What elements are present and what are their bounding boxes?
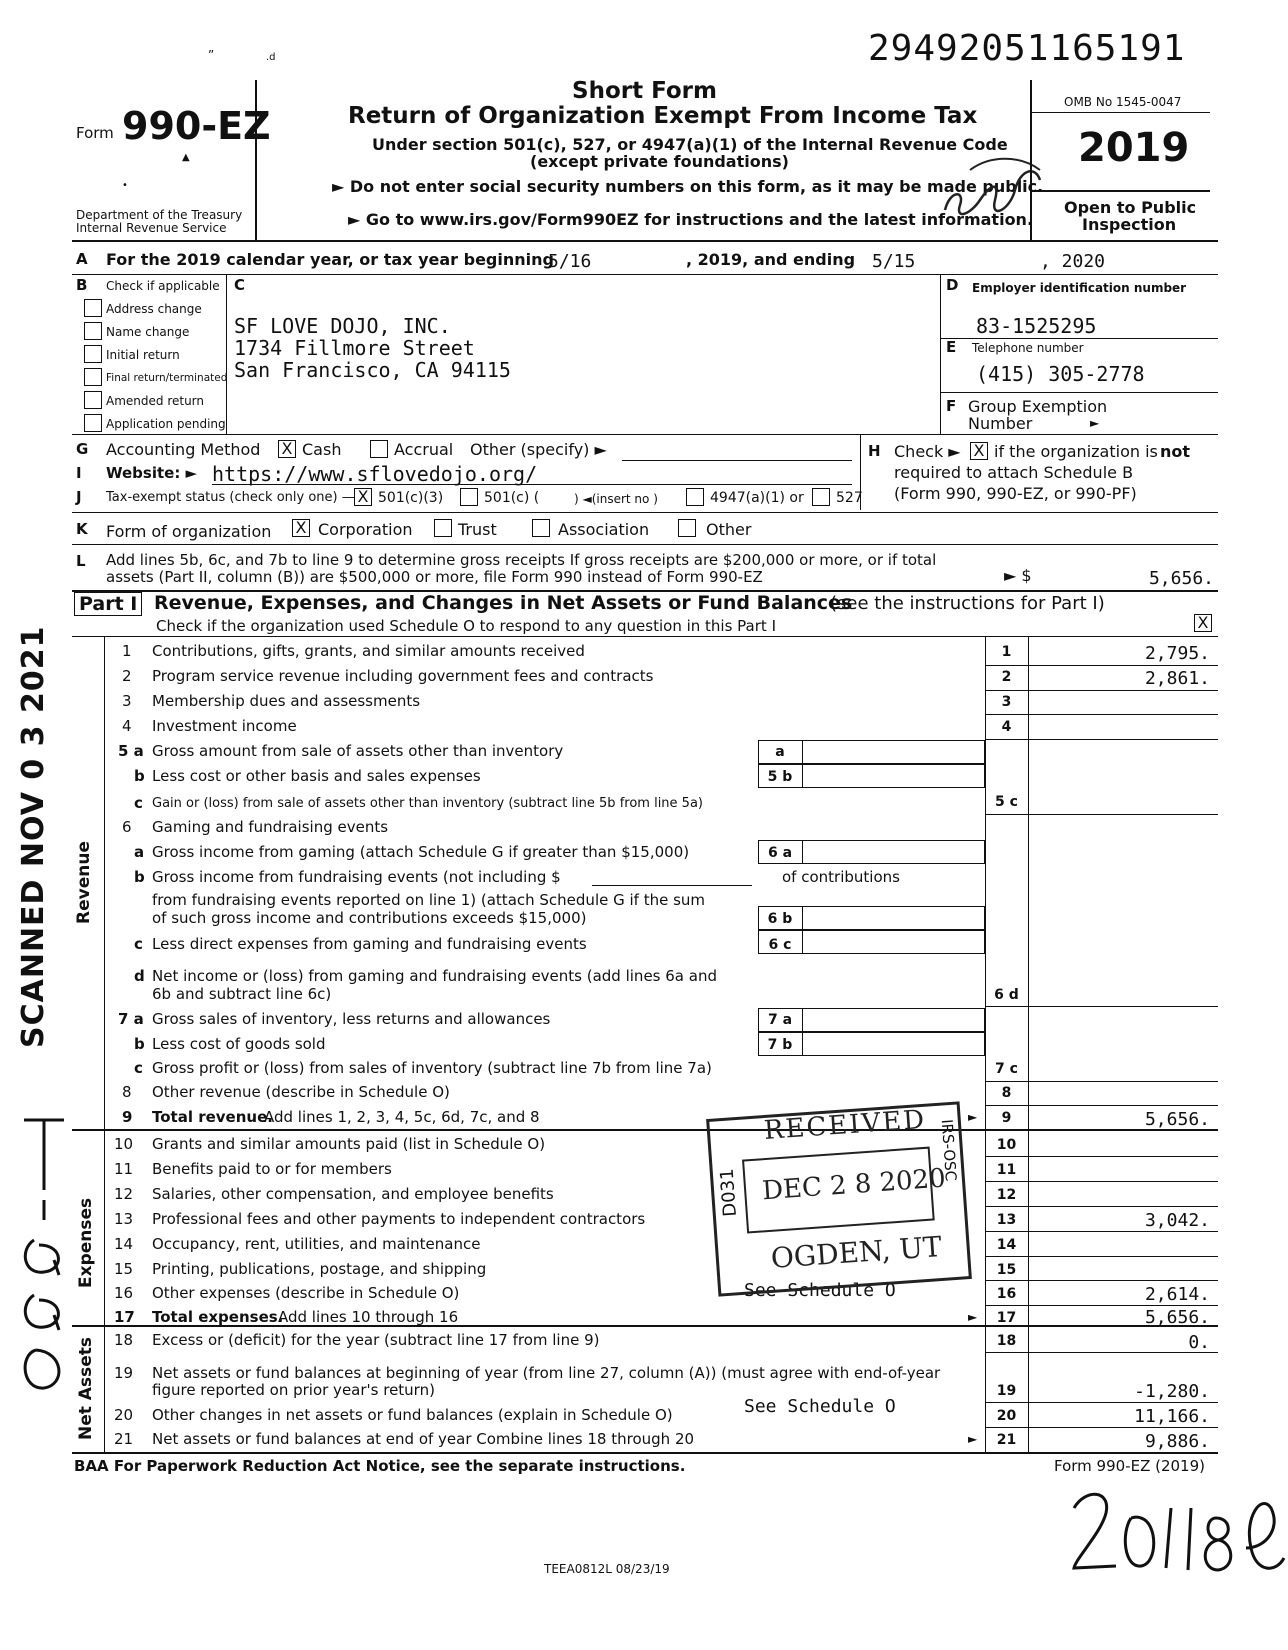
tax-exempt-label: Tax-exempt status (check only one) —	[106, 490, 355, 505]
group-exemption-number-label: Number	[968, 414, 1033, 433]
line3-num: 3	[122, 692, 132, 710]
line7a-text: Gross sales of inventory, less returns and allowances	[152, 1010, 551, 1028]
trust-checkbox[interactable]	[434, 519, 452, 537]
insert-no-label: ) ◄(insert no )	[574, 492, 658, 506]
line5c-num: c	[134, 794, 143, 812]
line6d-text2: 6b and subtract line 6c)	[152, 985, 332, 1003]
line17-box: 17	[996, 1310, 1017, 1326]
line5b-text: Less cost or other basis and sales expenses	[152, 767, 481, 785]
line6b-text: Gross income from fundraising events (not including $	[152, 868, 561, 886]
cash-checkbox[interactable]: X	[278, 440, 296, 458]
line10-box: 10	[996, 1137, 1017, 1153]
stamp-right-code: IRS-OSC	[937, 1118, 961, 1182]
line20-text: Other changes in net assets or fund balances (explain in Schedule O)	[152, 1406, 673, 1424]
line16-amount[interactable]: 2,614.	[1144, 1284, 1210, 1305]
address-change-checkbox[interactable]	[84, 299, 102, 317]
name-change-checkbox[interactable]	[84, 322, 102, 340]
line9-text-bold: Total revenue.	[152, 1108, 273, 1126]
org-name[interactable]: SF LOVE DOJO, INC.	[234, 314, 451, 338]
part1-title-tail: (see the instructions for Part I)	[830, 593, 1105, 614]
line10-text: Grants and similar amounts paid (list in Schedule O)	[152, 1135, 546, 1153]
line9-num: 9	[122, 1108, 133, 1126]
row-i-letter: I	[76, 464, 82, 482]
other-org-label: Other	[706, 520, 752, 539]
row-l-line2: assets (Part II, column (B)) are $500,000 or more, file Form 990 instead of Form 990-EZ	[106, 568, 763, 586]
line18-amount[interactable]: 0.	[1188, 1332, 1210, 1353]
form-prefix: Form	[76, 124, 114, 142]
line7c-text: Gross profit or (loss) from sales of inventory (subtract line 7b from line 7a)	[152, 1059, 712, 1077]
org-city[interactable]: San Francisco, CA 94115	[234, 358, 511, 382]
footer-baa: BAA For Paperwork Reduction Act Notice, see the separate instructions.	[74, 1457, 686, 1475]
line5b-box: 5 b	[767, 769, 793, 785]
row-h-check: Check ►	[894, 442, 961, 461]
amended-return-checkbox[interactable]	[84, 391, 102, 409]
tax-year-end[interactable]: 5/15	[872, 251, 916, 272]
received-stamp-city: OGDEN, UT	[769, 1230, 943, 1275]
form-of-org-label: Form of organization	[106, 522, 272, 541]
line2-amount[interactable]: 2,861.	[1144, 668, 1210, 689]
other-org-checkbox[interactable]	[678, 519, 696, 537]
line4-box: 4	[1001, 719, 1012, 735]
title-short-form: Short Form	[572, 78, 717, 104]
row-a-letter: A	[76, 250, 88, 268]
association-label: Association	[558, 520, 650, 539]
line6b-box: 6 b	[767, 911, 793, 927]
website-url[interactable]: https://www.sflovedojo.org/	[212, 462, 538, 486]
line16-text: Other expenses (describe in Schedule O)	[152, 1284, 460, 1302]
corporation-checkbox[interactable]: X	[292, 519, 310, 537]
line13-num: 13	[114, 1210, 134, 1228]
address-change-label: Address change	[106, 302, 202, 316]
under-section-text: Under section 501(c), 527, or 4947(a)(1) of the Internal Revenue Code	[372, 135, 1008, 154]
row-l-arrow: ► $	[1004, 566, 1032, 585]
line13-box: 13	[996, 1212, 1017, 1228]
row-g-letter: G	[76, 440, 89, 458]
line17-text-bold: Total expenses.	[152, 1308, 284, 1326]
line14-text: Occupancy, rent, utilities, and maintenance	[152, 1235, 481, 1253]
line9-text: Add lines 1, 2, 3, 4, 5c, 6d, 7c, and 8	[264, 1108, 540, 1126]
schedule-o-check-text: Check if the organization used Schedule O to respond to any question in this Part I	[156, 617, 776, 635]
line6d-text: Net income or (loss) from gaming and fundraising events (add lines 6a and	[152, 967, 717, 985]
row-k-letter: K	[76, 520, 88, 538]
form-number: 990-EZ	[122, 104, 271, 148]
line6b-text3: of such gross income and contributions exceeds $15,000)	[152, 909, 587, 927]
line7a-box: 7 a	[767, 1012, 793, 1028]
line7b-text: Less cost of goods sold	[152, 1035, 326, 1053]
line1-text: Contributions, gifts, grants, and similar amounts received	[152, 642, 585, 660]
line12-text: Salaries, other compensation, and employee benefits	[152, 1185, 554, 1203]
stamp-left-code: D031	[716, 1167, 741, 1218]
line8-num: 8	[122, 1083, 132, 1101]
line19-amount[interactable]: -1,280.	[1134, 1381, 1210, 1402]
line6a-text: Gross income from gaming (attach Schedule G if greater than $15,000)	[152, 843, 690, 861]
accrual-label: Accrual	[394, 440, 454, 459]
row-h-text3: (Form 990, 990-EZ, or 990-PF)	[894, 484, 1137, 503]
line17-amount[interactable]: 5,656.	[1144, 1307, 1210, 1328]
line11-num: 11	[114, 1160, 134, 1178]
row-b-letter: B	[76, 276, 88, 294]
tax-year-end-year: , 2020	[1040, 251, 1106, 272]
line7b-num: b	[134, 1035, 145, 1053]
line21-num: 21	[114, 1430, 134, 1448]
ein-value[interactable]: 83-1525295	[976, 314, 1097, 338]
line19-text2: figure reported on prior year's return)	[152, 1381, 435, 1399]
goto-instructions: ► Go to www.irs.gov/Form990EZ for instructions and the latest information.	[348, 210, 1034, 229]
line16-box: 16	[996, 1286, 1017, 1302]
line6-text: Gaming and fundraising events	[152, 818, 389, 836]
line8-text: Other revenue (describe in Schedule O)	[152, 1083, 450, 1101]
line4-num: 4	[122, 717, 132, 735]
ssn-warning: ► Do not enter social security numbers on this form, as it may be made public.	[332, 177, 1044, 196]
line9-amount[interactable]: 5,656.	[1144, 1109, 1210, 1130]
line6b-num: b	[134, 868, 145, 886]
row-h-letter: H	[868, 442, 881, 460]
line6a-box: 6 a	[767, 845, 793, 861]
line1-num: 1	[122, 642, 132, 660]
line7c-box: 7 c	[995, 1061, 1018, 1077]
501c-checkbox[interactable]	[460, 488, 478, 506]
row-e-letter: E	[946, 338, 957, 356]
line15-text: Printing, publications, postage, and shipping	[152, 1260, 487, 1278]
line8-box: 8	[1001, 1085, 1012, 1101]
line4-text: Investment income	[152, 717, 297, 735]
received-stamp-date: DEC 2 8 2020	[761, 1163, 947, 1207]
line10-num: 10	[114, 1135, 134, 1153]
irs-label: Internal Revenue Service	[76, 221, 227, 235]
row-l-line1: Add lines 5b, 6c, and 7b to line 9 to determine gross receipts If gross receipts are $200,000 or more, or if total	[106, 551, 937, 569]
line11-text: Benefits paid to or for members	[152, 1160, 392, 1178]
row-c-letter: C	[234, 276, 246, 294]
dln-number: 29492051165191	[868, 28, 1186, 69]
amended-return-label: Amended return	[106, 394, 205, 408]
footer-code: TEEA0812L 08/23/19	[544, 1562, 670, 1576]
line6b-text2: from fundraising events reported on line 1) (attach Schedule G if the sum	[152, 891, 706, 909]
line11-box: 11	[996, 1162, 1017, 1178]
org-street[interactable]: 1734 Fillmore Street	[234, 336, 475, 360]
other-specify-label: Other (specify) ►	[470, 440, 607, 459]
footer-form: Form 990-EZ (2019)	[1054, 1457, 1205, 1475]
final-return-checkbox[interactable]	[84, 368, 102, 386]
line16-num: 16	[114, 1284, 134, 1302]
website-label: Website: ►	[106, 464, 198, 482]
corporation-label: Corporation	[318, 520, 413, 539]
row-b-title: Check if applicable	[106, 279, 220, 293]
line6b-text-tail: of contributions	[782, 868, 900, 886]
handwritten-bottom-note	[1066, 1478, 1288, 1588]
line3-box: 3	[1001, 694, 1012, 710]
except-text: (except private foundations)	[530, 152, 789, 171]
line21-amount[interactable]: 9,886.	[1144, 1431, 1210, 1452]
line6a-num: a	[134, 843, 145, 861]
name-change-label: Name change	[106, 325, 190, 339]
line7c-num: c	[134, 1059, 143, 1077]
line1-box: 1	[1001, 644, 1012, 660]
phone-value[interactable]: (415) 305-2778	[976, 362, 1145, 386]
line5a-text: Gross amount from sale of assets other than inventory	[152, 742, 564, 760]
527-label: 527	[836, 490, 863, 506]
initial-return-checkbox[interactable]	[84, 345, 102, 363]
association-checkbox[interactable]	[532, 519, 550, 537]
phone-label: Telephone number	[972, 341, 1084, 355]
schedule-o-checkbox[interactable]: X	[1194, 614, 1212, 632]
line17-text: Add lines 10 through 16	[278, 1308, 459, 1326]
line6d-box: 6 d	[994, 987, 1019, 1003]
line5b-num: b	[134, 767, 145, 785]
line5c-text: Gain or (loss) from sale of assets other than inventory (subtract line 5b from line 5a)	[152, 796, 703, 811]
row-a-text: For the 2019 calendar year, or tax year beginning	[106, 250, 554, 269]
line19-box: 19	[996, 1383, 1017, 1399]
line5a-num: 5 a	[118, 742, 144, 760]
final-return-label: Final return/terminated	[106, 372, 228, 384]
accounting-method-label: Accounting Method	[106, 440, 261, 459]
side-label-expenses: Expenses	[76, 1197, 96, 1288]
ein-label: Employer identification number	[972, 281, 1187, 295]
tax-year: 2019	[1078, 125, 1190, 171]
scanned-stamp: SCANNED NOV 0 3 2021	[16, 625, 51, 1048]
line6c-num: c	[134, 935, 143, 953]
title-return: Return of Organization Exempt From Income Tax	[348, 103, 978, 129]
line15-box: 15	[996, 1262, 1017, 1278]
line16-see-schedule: See Schedule O	[744, 1280, 896, 1301]
group-exemption-arrow: ►	[1090, 416, 1100, 430]
row-f-letter: F	[946, 397, 957, 415]
open-public-1: Open to Public	[1064, 198, 1197, 217]
part1-title: Revenue, Expenses, and Changes in Net Assets or Fund Balances	[154, 592, 853, 614]
line12-box: 12	[996, 1187, 1017, 1203]
line6c-box: 6 c	[768, 937, 792, 953]
line3-text: Membership dues and assessments	[152, 692, 421, 710]
row-l-letter: L	[76, 552, 86, 570]
527-checkbox[interactable]	[812, 488, 830, 506]
line18-box: 18	[996, 1333, 1017, 1349]
cash-label: Cash	[302, 440, 342, 459]
accrual-checkbox[interactable]	[370, 440, 388, 458]
open-public-2: Inspection	[1082, 215, 1177, 234]
tax-year-begin[interactable]: 5/16	[548, 251, 592, 272]
line18-text: Excess or (deficit) for the year (subtract line 17 from line 9)	[152, 1331, 600, 1349]
line7a-num: 7 a	[118, 1010, 144, 1028]
line12-num: 12	[114, 1185, 134, 1203]
line9-box: 9	[1001, 1110, 1012, 1126]
side-label-net-assets: Net Assets	[76, 1337, 96, 1440]
line13-amount[interactable]: 3,042.	[1144, 1210, 1210, 1231]
line6c-text: Less direct expenses from gaming and fundraising events	[152, 935, 587, 953]
line2-text: Program service revenue including government fees and contracts	[152, 667, 654, 685]
line13-text: Professional fees and other payments to independent contractors	[152, 1210, 646, 1228]
omb-number: OMB No 1545-0047	[1064, 95, 1182, 109]
line18-num: 18	[114, 1331, 134, 1349]
handwritten-side-note	[14, 1100, 74, 1400]
4947-label: 4947(a)(1) or	[710, 490, 804, 506]
row-a-mid: , 2019, and ending	[686, 250, 856, 269]
application-pending-checkbox[interactable]	[84, 414, 102, 432]
4947-checkbox[interactable]	[686, 488, 704, 506]
line6d-num: d	[134, 967, 145, 985]
trust-label: Trust	[458, 520, 497, 539]
department-label: Department of the Treasury	[76, 208, 243, 222]
line2-num: 2	[122, 667, 132, 685]
gross-receipts-amount[interactable]: 5,656.	[1148, 568, 1214, 589]
received-stamp	[706, 1101, 972, 1296]
application-pending-label: Application pending	[106, 417, 226, 431]
line19-num: 19	[114, 1364, 134, 1382]
501c3-label: 501(c)(3)	[378, 490, 444, 506]
line14-box: 14	[996, 1237, 1017, 1253]
initial-return-label: Initial return	[106, 348, 180, 362]
row-d-letter: D	[946, 276, 959, 294]
row-h-text1: if the organization is	[994, 442, 1158, 461]
line21-box: 21	[996, 1432, 1017, 1448]
line5a-box: a	[775, 744, 785, 760]
line14-num: 14	[114, 1235, 134, 1253]
side-label-revenue: Revenue	[74, 841, 94, 924]
schedule-b-checkbox[interactable]: X	[970, 442, 988, 460]
group-exemption-label: Group Exemption	[968, 397, 1108, 416]
received-stamp-title: RECEIVED	[763, 1104, 928, 1147]
row-h-text2: required to attach Schedule B	[894, 463, 1134, 482]
line17-num: 17	[114, 1308, 135, 1326]
line21-text: Net assets or fund balances at end of year Combine lines 18 through 20	[152, 1430, 695, 1448]
line1-amount[interactable]: 2,795.	[1144, 643, 1210, 664]
line19-text: Net assets or fund balances at beginning of year (from line 27, column (A)) (must agree with end-of-year	[152, 1364, 941, 1382]
part1-tag: Part I	[74, 592, 142, 616]
row-h-not: not	[1160, 442, 1191, 461]
row-j-letter: J	[76, 488, 82, 506]
line7b-box: 7 b	[767, 1037, 793, 1053]
line6-num: 6	[122, 818, 132, 836]
line20-amount[interactable]: 11,166.	[1134, 1406, 1210, 1427]
line2-box: 2	[1001, 669, 1012, 685]
line20-box: 20	[996, 1408, 1017, 1424]
line5c-box: 5 c	[995, 794, 1018, 810]
line15-num: 15	[114, 1260, 134, 1278]
line20-num: 20	[114, 1406, 134, 1424]
501c3-checkbox[interactable]: X	[354, 488, 372, 506]
line20-see-schedule: See Schedule O	[744, 1396, 896, 1417]
501c-label: 501(c) (	[484, 490, 540, 506]
